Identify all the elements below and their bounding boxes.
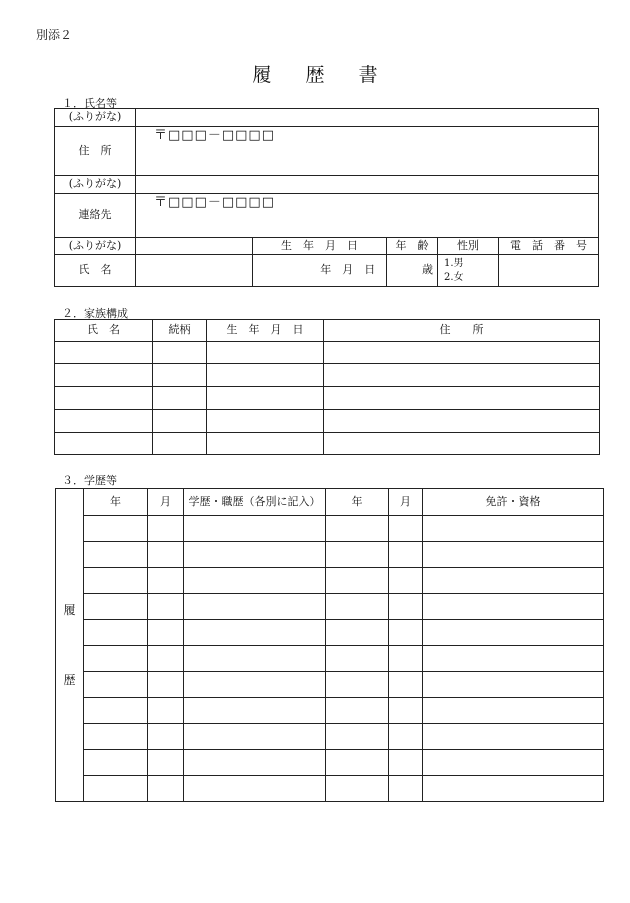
family-address-cell[interactable] xyxy=(324,364,600,387)
age-unit: 歳 xyxy=(387,255,438,287)
family-birthdate-cell[interactable] xyxy=(207,387,324,410)
furigana-label-address: (ふりがな) xyxy=(55,109,136,127)
table-row xyxy=(56,698,604,724)
family-relation-cell[interactable] xyxy=(153,387,207,410)
license-month-cell[interactable] xyxy=(389,516,423,542)
history-month-cell[interactable] xyxy=(148,646,184,672)
birthdate-header: 生 年 月 日 xyxy=(253,238,387,255)
history-year-cell[interactable] xyxy=(84,672,148,698)
license-detail-cell[interactable] xyxy=(423,620,604,646)
family-birthdate-cell[interactable] xyxy=(207,410,324,433)
license-year-cell[interactable] xyxy=(326,542,389,568)
family-relation-cell[interactable] xyxy=(153,410,207,433)
title-char-3: 書 xyxy=(358,64,378,86)
family-relation-cell[interactable] xyxy=(153,342,207,364)
history-side-char-1: 履 xyxy=(63,603,76,617)
name-furigana-field[interactable] xyxy=(136,238,253,255)
family-name-cell[interactable] xyxy=(55,433,153,455)
sex-options[interactable] xyxy=(438,255,499,287)
postal-code-boxes: 〒□□□－□□□□ xyxy=(154,195,275,210)
history-year-cell[interactable] xyxy=(84,724,148,750)
license-month-cell[interactable] xyxy=(389,646,423,672)
address-label: 住 所 xyxy=(55,127,136,176)
history-month-cell[interactable] xyxy=(148,594,184,620)
family-name-cell[interactable] xyxy=(55,387,153,410)
license-detail-cell[interactable] xyxy=(423,698,604,724)
license-year-cell[interactable] xyxy=(326,672,389,698)
license-month-cell[interactable] xyxy=(389,620,423,646)
title-char-1: 履 xyxy=(252,64,272,86)
table-row xyxy=(55,387,600,410)
table-row xyxy=(56,516,604,542)
sex-option-male: 1.男 xyxy=(444,257,464,269)
contact-furigana-field[interactable] xyxy=(136,176,599,194)
history-detail-cell[interactable] xyxy=(184,568,326,594)
family-birthdate-cell[interactable] xyxy=(207,433,324,455)
family-address-cell[interactable] xyxy=(324,410,600,433)
table-row xyxy=(56,646,604,672)
history-detail-cell[interactable] xyxy=(184,594,326,620)
family-relation-cell[interactable] xyxy=(153,433,207,455)
family-header-birthdate: 生 年 月 日 xyxy=(207,320,324,342)
history-header-education: 学歴・職歴（各別に記入） xyxy=(184,489,326,516)
family-table xyxy=(54,319,600,455)
license-detail-cell[interactable] xyxy=(423,542,604,568)
license-month-cell[interactable] xyxy=(389,542,423,568)
table-row xyxy=(55,342,600,364)
license-detail-cell[interactable] xyxy=(423,750,604,776)
table-row xyxy=(55,410,600,433)
license-month-cell[interactable] xyxy=(389,750,423,776)
family-address-cell[interactable] xyxy=(324,342,600,364)
family-address-cell[interactable] xyxy=(324,433,600,455)
contact-label: 連絡先 xyxy=(55,194,136,238)
table-row xyxy=(55,364,600,387)
history-month-cell[interactable] xyxy=(148,516,184,542)
family-header-name: 氏 名 xyxy=(55,320,153,342)
phone-field[interactable] xyxy=(499,255,599,287)
section2-heading: ２．家族構成 xyxy=(62,307,128,320)
license-header-qualification: 免許・資格 xyxy=(423,489,604,516)
history-year-cell[interactable] xyxy=(84,698,148,724)
history-month-cell[interactable] xyxy=(148,724,184,750)
furigana-label-contact: (ふりがな) xyxy=(55,176,136,194)
license-detail-cell[interactable] xyxy=(423,646,604,672)
history-detail-cell[interactable] xyxy=(184,542,326,568)
history-month-cell[interactable] xyxy=(148,776,184,802)
history-detail-cell[interactable] xyxy=(184,724,326,750)
table-row xyxy=(56,620,604,646)
history-month-cell[interactable] xyxy=(148,542,184,568)
history-detail-cell[interactable] xyxy=(184,672,326,698)
table-row xyxy=(56,672,604,698)
license-year-cell[interactable] xyxy=(326,776,389,802)
history-side-char-2: 歴 xyxy=(63,673,76,687)
license-header-month: 月 xyxy=(389,489,423,516)
name-label: 氏 名 xyxy=(55,255,136,287)
history-month-cell[interactable] xyxy=(148,568,184,594)
history-month-cell[interactable] xyxy=(148,698,184,724)
history-detail-cell[interactable] xyxy=(184,698,326,724)
license-year-cell[interactable] xyxy=(326,646,389,672)
history-detail-cell[interactable] xyxy=(184,750,326,776)
history-year-cell[interactable] xyxy=(84,516,148,542)
history-year-cell[interactable] xyxy=(84,776,148,802)
family-address-cell[interactable] xyxy=(324,387,600,410)
document-title xyxy=(0,60,630,87)
license-year-cell[interactable] xyxy=(326,724,389,750)
birthdate-value: 年 月 日 xyxy=(310,255,387,287)
personal-info-table xyxy=(54,108,599,287)
history-month-cell[interactable] xyxy=(148,620,184,646)
license-month-cell[interactable] xyxy=(389,568,423,594)
license-detail-cell[interactable] xyxy=(423,672,604,698)
table-row xyxy=(56,542,604,568)
history-detail-cell[interactable] xyxy=(184,620,326,646)
license-year-cell[interactable] xyxy=(326,698,389,724)
history-year-cell[interactable] xyxy=(84,646,148,672)
license-header-year: 年 xyxy=(326,489,389,516)
history-month-cell[interactable] xyxy=(148,672,184,698)
family-name-cell[interactable] xyxy=(55,410,153,433)
title-char-2: 歴 xyxy=(305,64,325,86)
license-month-cell[interactable] xyxy=(389,672,423,698)
license-detail-cell[interactable] xyxy=(423,594,604,620)
address-field[interactable] xyxy=(136,127,599,176)
age-header: 年 齢 xyxy=(387,238,438,255)
birthdate-year-field[interactable] xyxy=(253,255,310,287)
license-month-cell[interactable] xyxy=(389,724,423,750)
license-detail-cell[interactable] xyxy=(423,516,604,542)
license-month-cell[interactable] xyxy=(389,594,423,620)
family-birthdate-cell[interactable] xyxy=(207,342,324,364)
history-year-cell[interactable] xyxy=(84,568,148,594)
history-detail-cell[interactable] xyxy=(184,646,326,672)
section1-heading: １．氏名等 xyxy=(62,97,117,110)
sex-header: 性別 xyxy=(438,238,499,255)
license-month-cell[interactable] xyxy=(389,698,423,724)
family-birthdate-cell[interactable] xyxy=(207,364,324,387)
family-name-cell[interactable] xyxy=(55,364,153,387)
address-furigana-field[interactable] xyxy=(136,109,599,127)
attachment-label: 別添２ xyxy=(36,28,73,42)
name-field[interactable] xyxy=(136,255,253,287)
license-detail-cell[interactable] xyxy=(423,568,604,594)
license-detail-cell[interactable] xyxy=(423,776,604,802)
family-relation-cell[interactable] xyxy=(153,364,207,387)
table-row xyxy=(56,750,604,776)
license-year-cell[interactable] xyxy=(326,516,389,542)
sex-option-female: 2.女 xyxy=(444,271,464,283)
contact-field[interactable] xyxy=(136,194,599,238)
postal-code-boxes: 〒□□□－□□□□ xyxy=(154,128,275,143)
table-row xyxy=(56,724,604,750)
license-year-cell[interactable] xyxy=(326,594,389,620)
furigana-label-name: (ふりがな) xyxy=(55,238,136,255)
history-detail-cell[interactable] xyxy=(184,776,326,802)
license-year-cell[interactable] xyxy=(326,750,389,776)
license-year-cell[interactable] xyxy=(326,620,389,646)
license-year-cell[interactable] xyxy=(326,568,389,594)
history-year-cell[interactable] xyxy=(84,594,148,620)
section3-heading: ３．学歴等 xyxy=(62,474,117,487)
history-year-cell[interactable] xyxy=(84,750,148,776)
phone-header: 電 話 番 号 xyxy=(499,238,599,255)
history-detail-cell[interactable] xyxy=(184,516,326,542)
history-table xyxy=(55,488,604,802)
table-row xyxy=(56,568,604,594)
history-side-label xyxy=(56,489,84,802)
table-row xyxy=(56,594,604,620)
license-detail-cell[interactable] xyxy=(423,724,604,750)
family-header-relation: 続柄 xyxy=(153,320,207,342)
table-row xyxy=(55,433,600,455)
license-month-cell[interactable] xyxy=(389,776,423,802)
history-year-cell[interactable] xyxy=(84,542,148,568)
family-header-address: 住 所 xyxy=(324,320,600,342)
table-row xyxy=(56,776,604,802)
history-month-cell[interactable] xyxy=(148,750,184,776)
history-header-month: 月 xyxy=(148,489,184,516)
history-year-cell[interactable] xyxy=(84,620,148,646)
history-header-year: 年 xyxy=(84,489,148,516)
family-name-cell[interactable] xyxy=(55,342,153,364)
